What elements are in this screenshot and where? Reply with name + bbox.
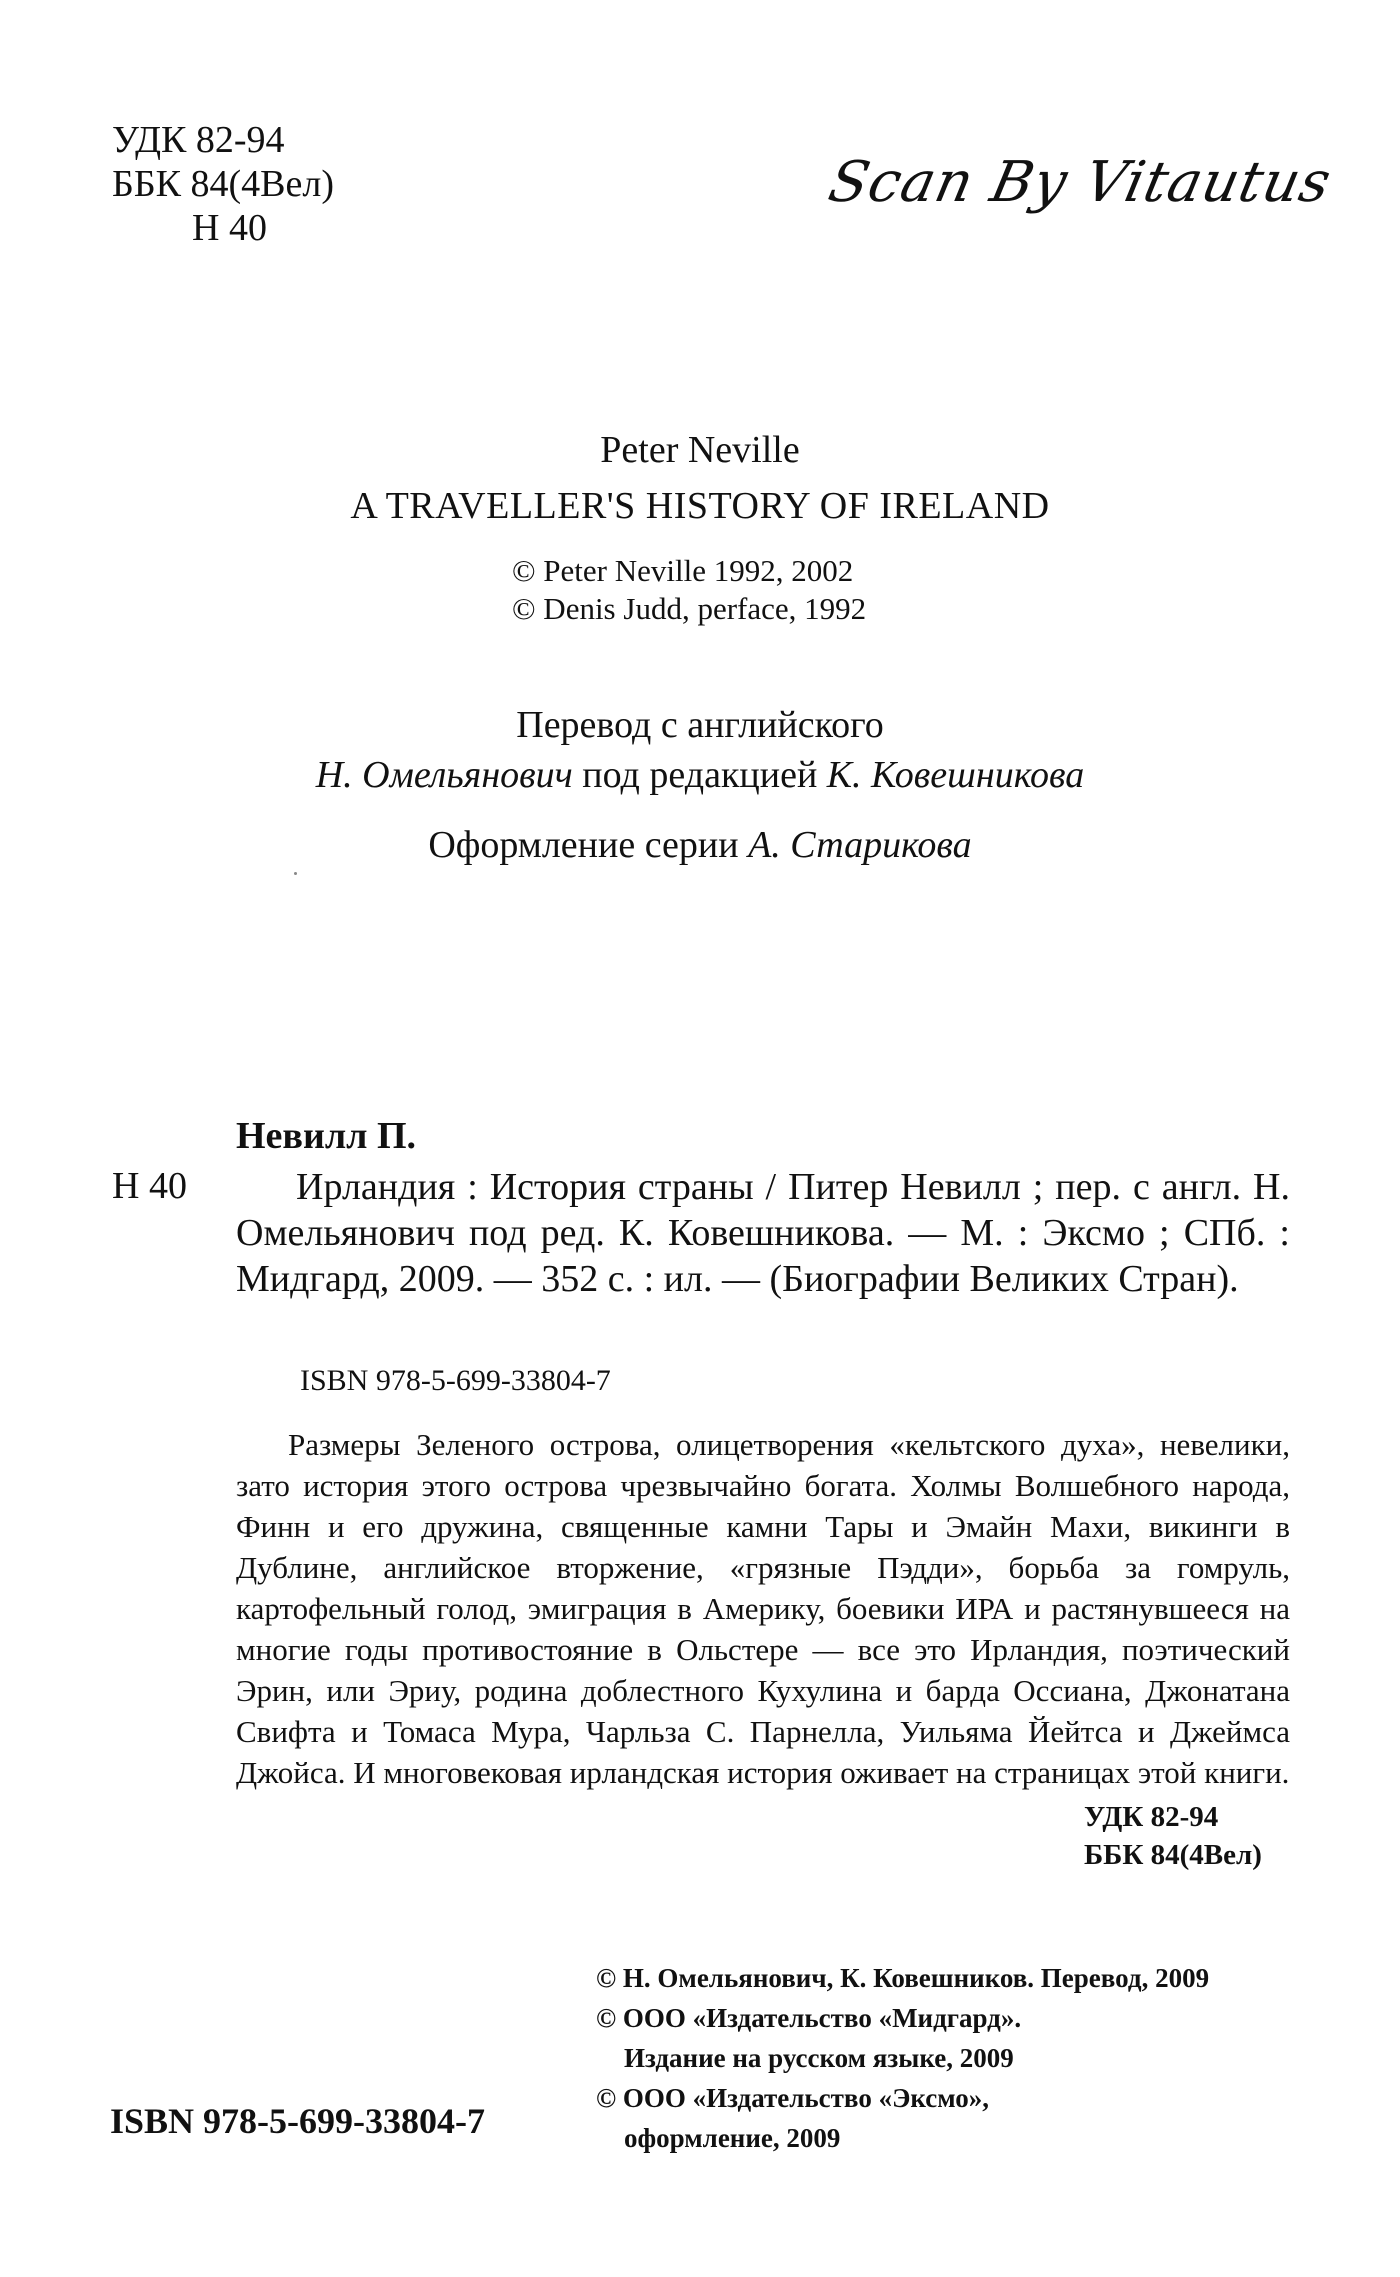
original-copyright-2: © Denis Judd, perface, 1992 — [512, 591, 867, 626]
copyright-translation: © Н. Омельянович, К. Ковешников. Перевод, 2009 — [596, 1963, 1210, 1993]
footer-bbk: ББК 84(4Вел) — [1084, 1839, 1262, 1871]
bibliographic-mark: Н 40 — [112, 1165, 187, 1207]
bibliographic-heading: Невилл П. — [236, 1115, 417, 1157]
udk-code: УДК 82-94 — [112, 119, 285, 161]
copyright-midgard: © ООО «Издательство «Мидгард». — [596, 2003, 1022, 2033]
copyright-midgard-edition: Издание на русском языке, 2009 — [624, 2043, 1014, 2073]
series-design-line — [0, 820, 1400, 870]
designer-name: А. Старикова — [748, 824, 972, 866]
series-design-text: Оформление серии — [428, 824, 739, 866]
original-copyright-1: © Peter Neville 1992, 2002 — [512, 553, 854, 588]
footer-isbn: ISBN 978-5-699-33804-7 — [110, 2101, 485, 2141]
edited-by-text: под редакцией — [582, 754, 818, 796]
footer-udk: УДК 82-94 — [1084, 1801, 1219, 1833]
bibliographic-isbn: ISBN 978-5-699-33804-7 — [300, 1364, 611, 1397]
translator-name: Н. Омельянович — [315, 754, 573, 796]
original-author: Peter Neville — [600, 429, 800, 471]
translation-line: Перевод с английского — [516, 704, 884, 746]
author-mark: Н 40 — [192, 207, 267, 249]
editor-name: К. Ковешникова — [826, 754, 1085, 796]
original-title: A TRAVELLER'S HISTORY OF IRELAND — [350, 485, 1050, 527]
copyright-eksmo: © ООО «Издательство «Эксмо», — [596, 2083, 990, 2113]
bbk-code: ББК 84(4Вел) — [112, 163, 334, 205]
copyright-eksmo-design: оформление, 2009 — [624, 2123, 841, 2153]
scan-signature: Scan By Vitautus — [823, 150, 1338, 215]
annotation-text: Размеры Зеленого острова, олицетворения «кельтского духа», невелики, зато история этого острова чрезвычайно богата. Холмы Волшебного народа, Финн и его дружина, священные камни Тары и Эмайн Махи, викинги в Дублине, английское вторжение, «грязные Пэдди», борьба за гомруль, картофельный голод, эмиграция в Америку, боевики ИРА и растянувшееся на многие годы противостояние в Ольстере — все это Ирландия, поэтический Эрин, или Эриу, родина доблестного Кухулина и барда Оссиана, Джонатана Свифта и Томаса Мура, Чарльза С. Парнелла, Уильяма Йейтса и Джеймса Джойса. И многовековая ирландская история оживает на страницах этой книги. — [236, 1427, 1290, 1790]
translator-line — [0, 750, 1400, 800]
stray-mark — [294, 872, 297, 875]
bibliographic-description: Ирландия : История страны / Питер Невилл ; пер. с англ. Н. Омельянович под ред. К. Ковешникова. — М. : Эксмо ; СПб. : Мидгард, 2009. — 352 с. : ил. — (Биографии Великих Стран). — [236, 1166, 1290, 1300]
